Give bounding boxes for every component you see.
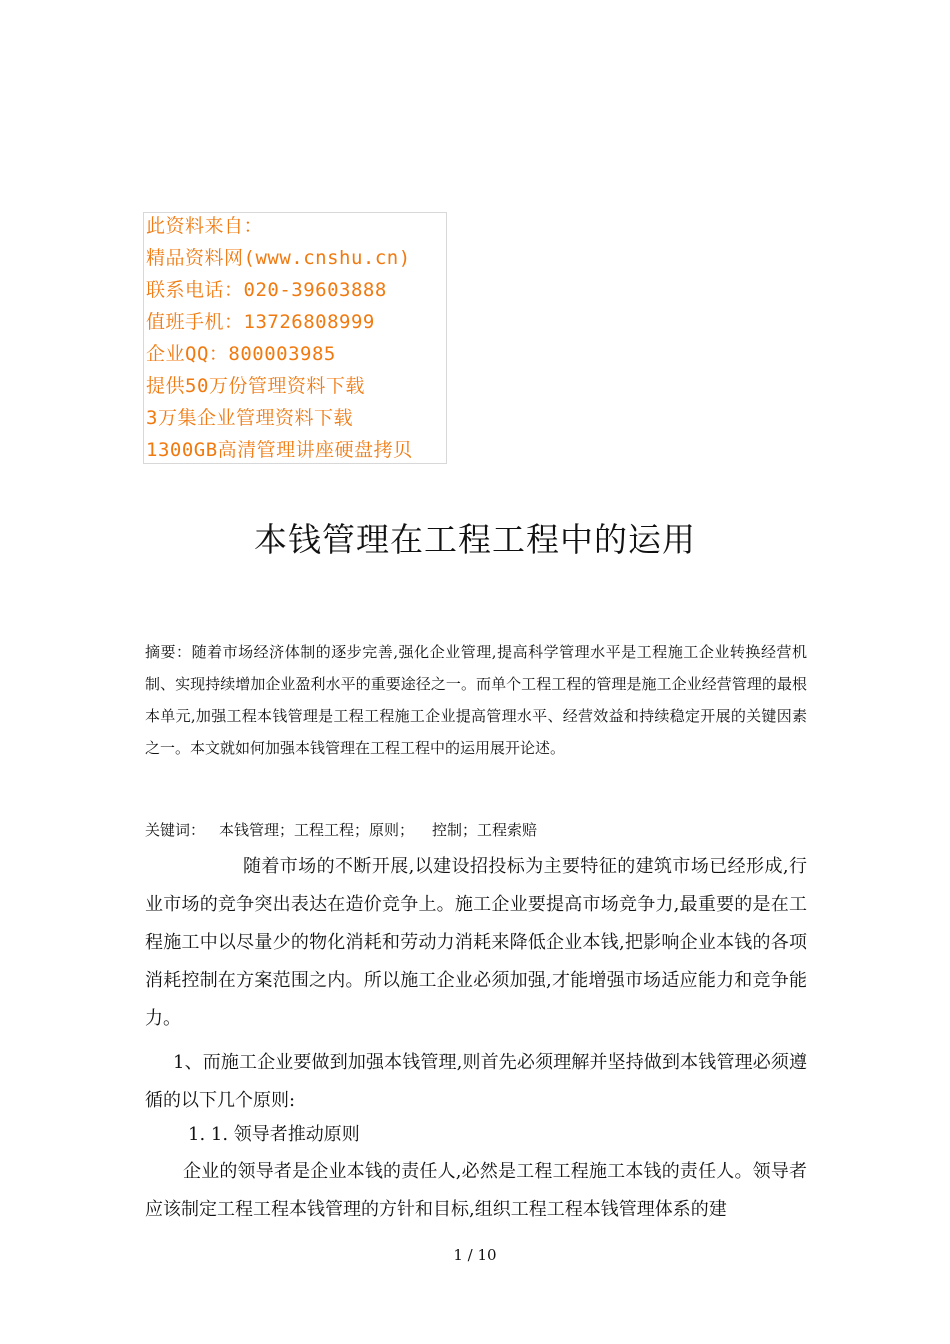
promo-line-qq: 企业QQ：800003985 bbox=[146, 343, 336, 365]
promo-line-videos: 3万集企业管理资料下载 bbox=[146, 407, 353, 429]
body-paragraph-leadership: 企业的领导者是企业本钱的责任人,必然是工程工程施工本钱的责任人。领导者应该制定工程工程本钱管理的方针和目标,组织工程工程本钱管理体系的建 bbox=[145, 1161, 807, 1220]
source-info-box bbox=[143, 212, 447, 464]
promo-line-downloads: 提供50万份管理资料下载 bbox=[146, 375, 365, 397]
page-number: 1 / 10 bbox=[453, 1246, 497, 1264]
promo-line-website: 精品资料网(www.cnshu.cn) bbox=[146, 247, 411, 269]
promo-line-disk: 1300GB高清管理讲座硬盘拷贝 bbox=[146, 439, 413, 461]
promo-line-phone: 联系电话：020-39603888 bbox=[146, 279, 387, 301]
body-paragraph-principles: 1、而施工企业要做到加强本钱管理,则首先必须理解并坚持做到本钱管理必须遵循的以下几个原则: bbox=[145, 1052, 807, 1111]
keywords-part-1: 本钱管理；工程工程；原则； bbox=[219, 821, 415, 839]
keywords-line bbox=[145, 818, 807, 842]
section-heading-1-1: 1. 1. 领导者推动原则 bbox=[188, 1124, 360, 1145]
keywords-part-2: 控制；工程索赔 bbox=[432, 821, 538, 839]
abstract-paragraph: 摘要：随着市场经济体制的逐步完善,强化企业管理,提高科学管理水平是工程施工企业转换经营机制、实现持续增加企业盈利水平的重要途径之一。而单个工程工程的管理是施工企业经营管理的最根本单元,加强工程本钱管理是工程工程施工企业提高管理水平、经营效益和持续稳定开展的关键因素之一。本文就如何加强本钱管理在工程工程中的运用展开论述。 bbox=[145, 643, 807, 757]
body-paragraph-intro: 随着市场的不断开展,以建设招投标为主要特征的建筑市场已经形成,行业市场的竞争突出表达在造价竞争上。施工企业要提高市场竞争力,最重要的是在工程施工中以尽量少的物化消耗和劳动力消耗来降低企业本钱,把影响企业本钱的各项消耗控制在方案范围之内。所以施工企业必须加强,才能增强市场适应能力和竞争能力。 bbox=[145, 856, 807, 1029]
keywords-label: 关键词： bbox=[145, 821, 206, 839]
promo-line-source: 此资料来自： bbox=[146, 215, 264, 237]
document-title: 本钱管理在工程工程中的运用 bbox=[254, 520, 696, 559]
promo-line-mobile: 值班手机：13726808999 bbox=[146, 311, 375, 333]
